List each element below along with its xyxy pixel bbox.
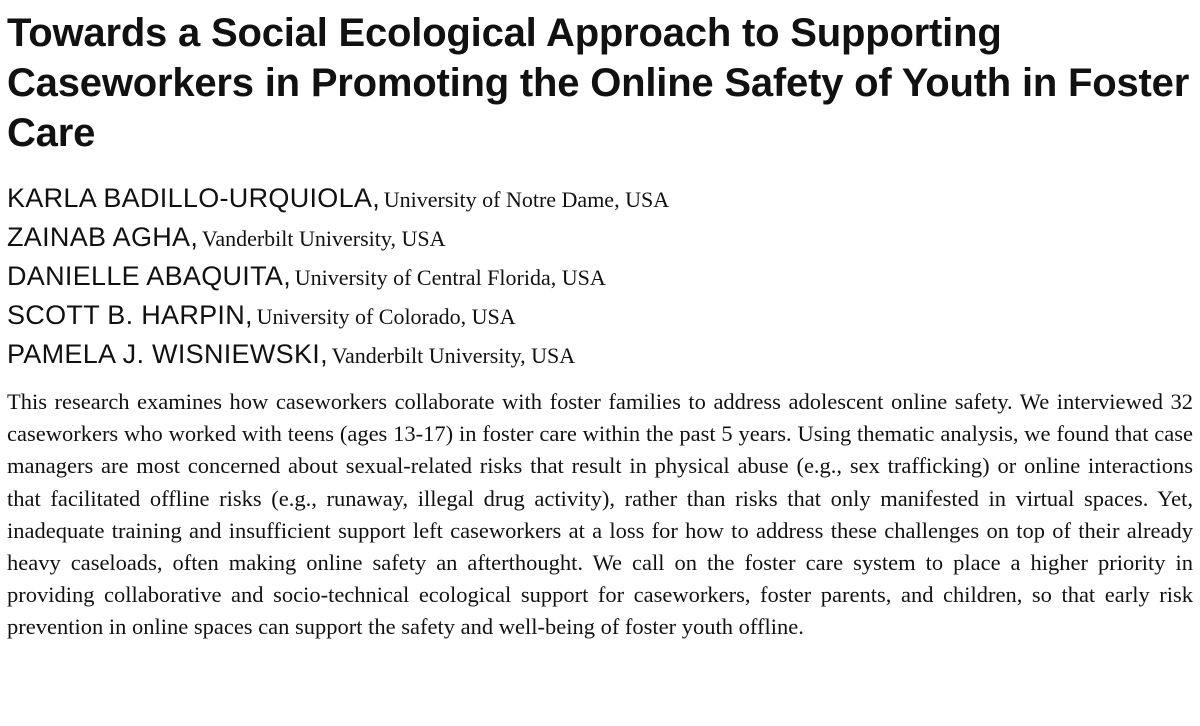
- author-name: ZAINAB AGHA: [7, 222, 191, 252]
- author-affiliation: University of Central Florida, USA: [294, 265, 606, 290]
- abstract-text: This research examines how caseworkers collaborate with foster families to address adolescent online safety. We interviewed 32 caseworkers who worked with teens (ages 13-17) in foster care within the past 5 years. Using thematic analysis, we found that case managers are most concerned about sexual-related risks that result in physical abuse (e.g., sex trafficking) or online interactions that facilitated offline risks (e.g., runaway, illegal drug activity), rather than risks that only manifested in virtual spaces. Yet, inadequate training and insufficient support left caseworkers at a loss for how to address these challenges on top of their already heavy caseloads, often making online safety an afterthought. We call on the foster care system to place a higher priority in providing collaborative and socio-technical ecological support for caseworkers, foster parents, and children, so that early risk prevention in online spaces can support the safety and well-being of foster youth offline.: [7, 389, 1193, 640]
- author-entry: [7, 296, 1193, 335]
- author-name: DANIELLE ABAQUITA: [7, 261, 284, 291]
- author-entry: [7, 335, 1193, 374]
- author-separator: ,: [283, 261, 291, 291]
- author-affiliation: Vanderbilt University, USA: [331, 343, 576, 368]
- author-affiliation: University of Colorado, USA: [256, 304, 516, 329]
- author-entry: [7, 218, 1193, 257]
- author-affiliation: Vanderbilt University, USA: [201, 226, 446, 251]
- author-name: SCOTT B. HARPIN: [7, 300, 246, 330]
- author-separator: ,: [190, 222, 198, 252]
- author-entry: [7, 257, 1193, 296]
- paper-page: [7, 0, 1193, 644]
- author-name: PAMELA J. WISNIEWSKI: [7, 339, 321, 369]
- author-entry: [7, 179, 1193, 218]
- author-list: [7, 179, 1193, 374]
- author-separator: ,: [320, 339, 328, 369]
- author-name: KARLA BADILLO-URQUIOLA: [7, 183, 373, 213]
- author-separator: ,: [245, 300, 253, 330]
- author-separator: ,: [372, 183, 380, 213]
- author-affiliation: University of Notre Dame, USA: [383, 187, 670, 212]
- paper-title: Towards a Social Ecological Approach to Supporting Caseworkers in Promoting the Online Safety of Youth in Foster Care: [7, 11, 1190, 155]
